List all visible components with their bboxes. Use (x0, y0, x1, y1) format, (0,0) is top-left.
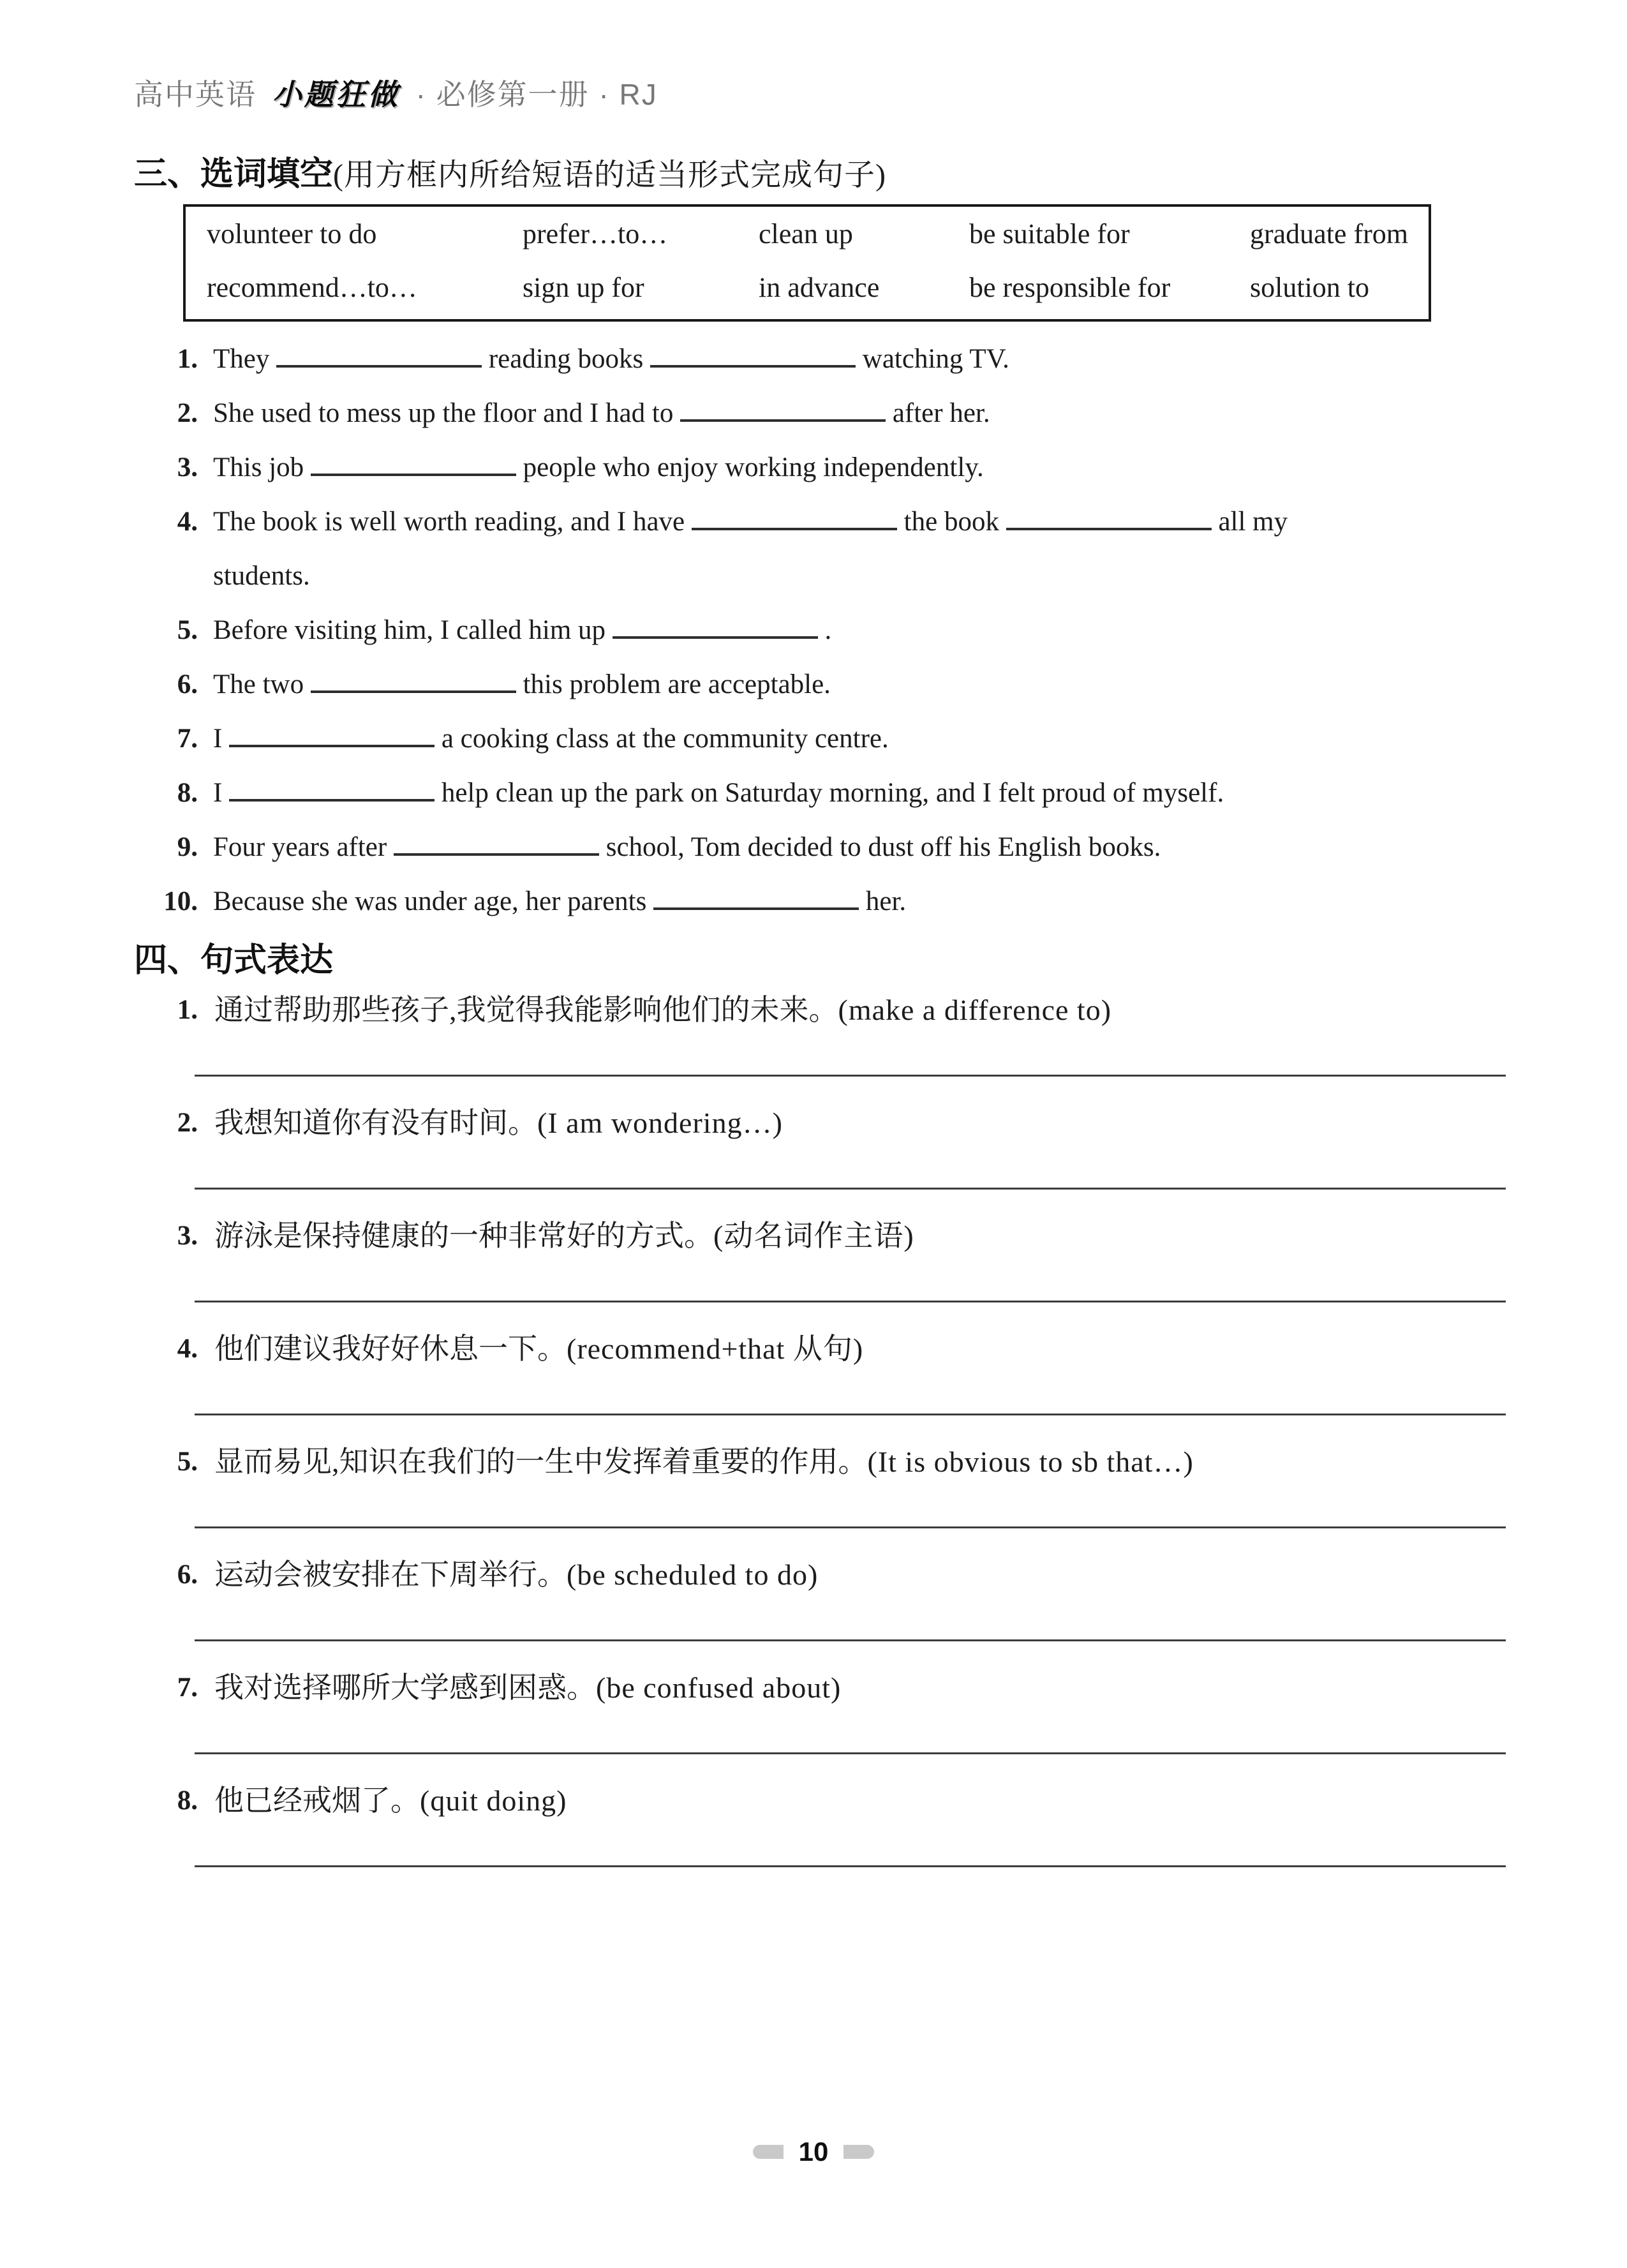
translation-hint: (It is obvious to sb that…) (867, 1445, 1194, 1478)
word-bank-phrase: graduate from (1250, 218, 1408, 250)
answer-blank (276, 346, 482, 368)
translation-item-text (134, 1103, 1531, 1143)
translation-sentence: 显而易见,知识在我们的一生中发挥着重要的作用。 (214, 1445, 868, 1478)
question-text-segment: a cooking class at the community centre. (435, 724, 889, 754)
translation-item (134, 1103, 1531, 1216)
translation-sentence: 他已经戒烟了。 (214, 1784, 420, 1817)
word-bank-phrase: be suitable for (969, 218, 1130, 250)
translation-item-number: 5. (177, 1447, 198, 1477)
question-number: 9. (177, 832, 198, 862)
header-volume: · 必修第一册 · RJ (415, 78, 658, 111)
section3-number: 三、 (134, 156, 201, 193)
question-text-segment: watching TV. (856, 344, 1009, 374)
translation-item-text (134, 1329, 1531, 1369)
question-row (134, 712, 1531, 766)
question-text-segment: all my (1211, 507, 1288, 537)
translation-item-number: 8. (177, 1786, 198, 1816)
translation-item-text (134, 1555, 1531, 1595)
section4-heading (134, 933, 333, 981)
answer-blank (229, 726, 435, 747)
word-bank-phrase: prefer…to… (523, 218, 668, 250)
answer-line (195, 1075, 1506, 1077)
translation-item (134, 1668, 1531, 1781)
question-text (213, 712, 1519, 766)
translation-item-number: 4. (177, 1334, 198, 1364)
question-text-segment: this problem are acceptable. (516, 669, 831, 699)
answer-line (195, 1752, 1506, 1754)
question-text (213, 386, 1519, 440)
question-text (213, 874, 1519, 929)
question-number: 10. (163, 886, 198, 916)
question-text-segment: help clean up the park on Saturday morning, and I felt proud of myself. (435, 778, 1224, 808)
translation-item-number: 1. (177, 995, 198, 1025)
answer-blank (692, 509, 897, 530)
header-course: 高中英语 (134, 78, 256, 111)
answer-blank (311, 454, 516, 476)
question-number: 5. (177, 615, 198, 645)
question-text-segment: She used to mess up the floor and I had to (213, 398, 681, 428)
word-bank-phrase: recommend…to… (207, 272, 417, 303)
translation-item (134, 1555, 1531, 1668)
translation-item-number: 7. (177, 1673, 198, 1703)
translation-sentence: 运动会被安排在下周举行。 (214, 1558, 567, 1591)
translation-item-text (134, 1216, 1531, 1256)
translation-hint: (recommend+that 从句) (567, 1332, 864, 1365)
question-text-segment: . (817, 615, 832, 645)
translation-item-number: 3. (177, 1221, 198, 1251)
answer-line (195, 1639, 1506, 1641)
translation-item (134, 1781, 1531, 1894)
page-number-pill-left (753, 2145, 784, 2159)
translation-sentence: 通过帮助那些孩子,我觉得我能影响他们的未来。 (214, 994, 838, 1026)
translation-hint: (动名词作主语) (713, 1220, 914, 1252)
word-bank-row (207, 269, 1429, 306)
page-number: 10 (798, 2137, 829, 2167)
question-text-segment: They (213, 344, 277, 374)
translation-item-text (134, 1442, 1531, 1482)
answer-blank (613, 617, 818, 639)
translation-item-text (134, 1668, 1531, 1708)
question-number: 8. (177, 778, 198, 808)
translation-hint: (be scheduled to do) (567, 1558, 819, 1591)
translation-sentence: 游泳是保持健康的一种非常好的方式。 (214, 1220, 713, 1252)
translation-sentence: 我想知道你有没有时间。 (214, 1107, 537, 1139)
question-text-segment: people who enjoy working independently. (516, 452, 984, 482)
question-text (213, 820, 1519, 874)
translation-hint: (quit doing) (420, 1784, 567, 1817)
translation-hint: (make a difference to) (838, 994, 1112, 1026)
section4-items (134, 990, 1531, 1894)
translation-item-number: 6. (177, 1560, 198, 1590)
word-bank-phrase: solution to (1250, 272, 1370, 303)
question-text (213, 657, 1519, 712)
translation-sentence: 他们建议我好好休息一下。 (214, 1332, 567, 1365)
question-number: 7. (177, 724, 198, 754)
question-row (134, 820, 1531, 874)
question-number: 6. (177, 669, 198, 699)
word-bank-phrase: clean up (759, 218, 853, 250)
question-text-segment: I (213, 778, 230, 808)
answer-blank (650, 346, 856, 368)
question-text-segment: The book is well worth reading, and I have (213, 507, 692, 537)
question-text (213, 766, 1519, 820)
question-row (134, 766, 1531, 820)
question-row (134, 332, 1531, 386)
question-row (134, 495, 1531, 603)
translation-item-text (134, 1781, 1531, 1821)
translation-item-text (134, 990, 1531, 1030)
word-bank-phrase: in advance (759, 272, 880, 303)
section3-questions (134, 332, 1531, 929)
answer-blank (680, 400, 886, 422)
answer-line (195, 1188, 1506, 1190)
question-text-segment: the book (896, 507, 1006, 537)
answer-line (195, 1526, 1506, 1528)
answer-blank (653, 888, 859, 910)
question-row (134, 657, 1531, 712)
question-text-segment: students. (213, 561, 310, 591)
page-header (134, 77, 658, 112)
word-bank-box (183, 204, 1431, 322)
question-text-segment: Because she was under age, her parents (213, 886, 654, 916)
word-bank-phrase: volunteer to do (207, 218, 377, 250)
answer-blank (311, 671, 516, 693)
question-number: 4. (177, 507, 198, 537)
page-number-pill-right (843, 2145, 874, 2159)
answer-line (195, 1301, 1506, 1302)
question-text-segment: school, Tom decided to dust off his English books. (598, 832, 1161, 862)
translation-item (134, 1329, 1531, 1442)
question-row (134, 874, 1531, 929)
brand-logo: 小题狂做 (272, 78, 400, 111)
translation-hint: (be confused about) (596, 1671, 842, 1704)
question-text-segment: after her. (886, 398, 990, 428)
question-number: 3. (177, 452, 198, 482)
answer-line (195, 1865, 1506, 1867)
translation-sentence: 我对选择哪所大学感到困惑。 (214, 1671, 596, 1704)
translation-item (134, 1442, 1531, 1555)
question-text-segment: reading books (482, 344, 651, 374)
question-text (213, 332, 1519, 386)
question-row (134, 386, 1531, 440)
question-number: 1. (177, 344, 198, 374)
question-text-segment: Before visiting him, I called him up (213, 615, 613, 645)
answer-blank (229, 780, 435, 802)
translation-item (134, 1216, 1531, 1329)
answer-line (195, 1414, 1506, 1415)
question-number: 2. (177, 398, 198, 428)
question-text-segment: This job (213, 452, 311, 482)
word-bank-phrase: be responsible for (969, 272, 1171, 303)
question-text-segment: The two (213, 669, 311, 699)
question-text (213, 603, 1519, 657)
translation-item-number: 2. (177, 1108, 198, 1138)
answer-blank (394, 834, 599, 856)
question-text (213, 440, 1519, 495)
section4-title: 句式表达 (200, 942, 334, 979)
translation-hint: (I am wondering…) (537, 1107, 783, 1139)
word-bank-phrase: sign up for (523, 272, 644, 303)
question-text-segment: her. (859, 886, 907, 916)
section3-heading (134, 147, 886, 195)
section3-subtitle: (用方框内所给短语的适当形式完成句子) (333, 158, 887, 192)
question-text (213, 495, 1519, 603)
section3-title: 选词填空 (200, 156, 334, 193)
word-bank-row (207, 216, 1429, 253)
question-text-segment: Four years after (213, 832, 394, 862)
question-row (134, 603, 1531, 657)
question-text-segment: I (213, 724, 230, 754)
page-footer (0, 2138, 1627, 2166)
answer-blank (1006, 509, 1212, 530)
translation-item (134, 990, 1531, 1103)
section4-number: 四、 (134, 942, 201, 979)
question-row (134, 440, 1531, 495)
